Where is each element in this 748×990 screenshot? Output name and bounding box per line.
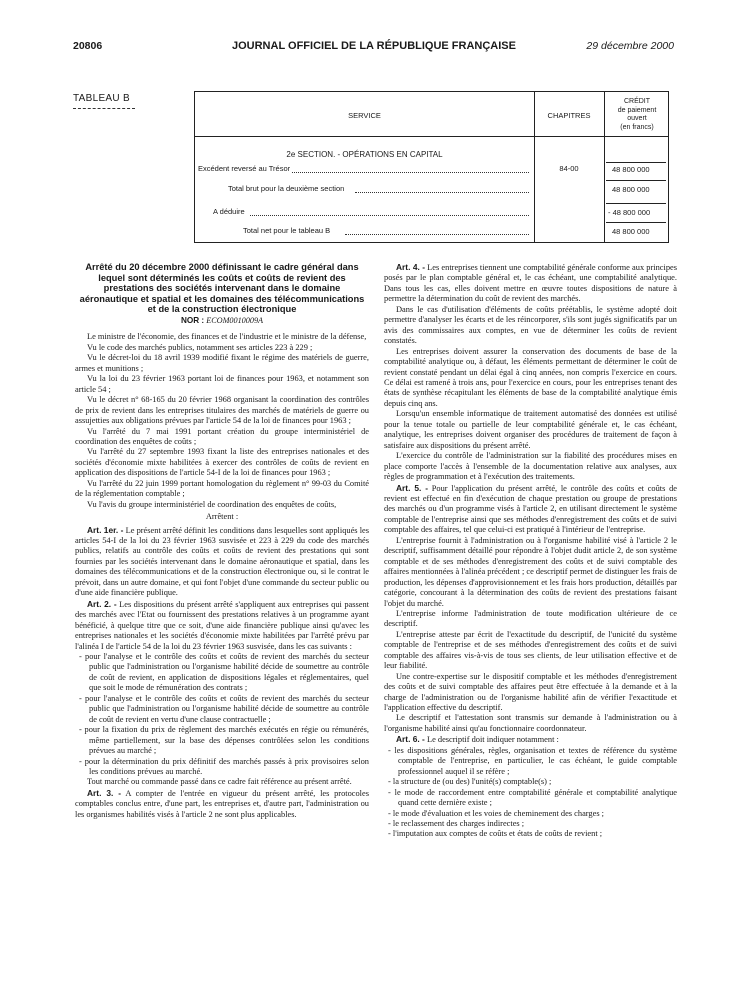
amount-rule xyxy=(606,180,666,181)
list-item: - l'imputation aux comptes de coûts et états de coûts de revient ; xyxy=(388,829,603,839)
visa-paragraph: Vu l'arrêté du 27 septembre 1993 fixant la liste des entreprises nationales et des sociétés d'économie mixte habilitées à exercer des contrôles de coûts de revient en application des dispositions de l'article 54-I de la loi de finances pour 1963 ; xyxy=(75,447,369,478)
paragraph: L'exercice du contrôle de l'administration sur la fiabilité des procédures mises en place comporte l'accès à l'ensemble de la documentation relative aux analyses, aux règles de programmation et à l'exécution des traitements. xyxy=(384,451,677,482)
article-4 xyxy=(384,262,677,305)
article-2-closing: Tout marché ou commande passé dans ce cadre fait référence au présent arrêté. xyxy=(87,777,352,787)
page-number: 20806 xyxy=(73,40,103,52)
right-column xyxy=(384,262,677,840)
visa-paragraph: Vu le code des marchés publics, notamment ses articles 223 à 229 ; xyxy=(87,342,313,352)
list-item: - pour la fixation du prix de règlement des marchés exécutés en régie ou rémunérés, même partiellement, sur la base des dépenses contrôlées selon les conditions prévues au marché ; xyxy=(79,725,369,756)
visa-paragraph: Vu le décret n° 68-165 du 20 février 1968 organisant la coordination des contrôles de prix de revient dans les entreprises titulaires des marchés de matériels de guerre ou assujetties aux obligations prévues par l'article 54 de la loi de finances pour 1963 ; xyxy=(75,395,369,426)
amount-rule xyxy=(606,203,666,204)
row-amount: 48 800 000 xyxy=(612,165,650,174)
nor-reference xyxy=(75,316,369,326)
dot-leader xyxy=(345,234,529,235)
table-label: TABLEAU B xyxy=(73,93,130,104)
row-chapitre: 84-00 xyxy=(559,164,579,173)
section-title: 2e SECTION. - OPÉRATIONS EN CAPITAL xyxy=(286,150,443,159)
paragraph: Le descriptif et l'attestation sont transmis sur demande à l'administration ou à l'organisme habilité ainsi qu'au fonctionnaire coordonnateur. xyxy=(384,713,677,733)
article-text: A compter de l'entrée en vigueur du présent arrêté, les protocoles comptables conclus entre, d'une part, les entreprises et, d'autre part, l'administration ou les organismes habilités visés à l'article 2 ne sont plus applicables. xyxy=(75,788,369,819)
article-1 xyxy=(75,525,369,599)
article-6 xyxy=(384,734,677,745)
visa-paragraph: Vu l'avis du groupe interministériel de coordination des enquêtes de coûts, xyxy=(87,499,337,509)
list-item: - pour l'analyse et le contrôle des coûts et coûts de revient des marchés du secteur public que l'administration ou l'organisme habilité décide de soumettre au contrôle de coût de revient, en application de dispositions légales et réglementaires, quel que soit le mode de rémunération des contrats ; xyxy=(79,652,369,693)
row-amount: 48 800 000 xyxy=(612,227,650,236)
article-label: Art. 4. - xyxy=(396,262,425,272)
dot-leader xyxy=(250,215,529,216)
article-text: Les entreprises tiennent une comptabilité générale conforme aux principes posés par le plan comptable général et, le cas échéant, une comptabilité analytique. Dans tous les cas, elles doivent mettre en œuvre toutes dispositions de nature à permettre la détermination du coût de revient des marchés. xyxy=(384,263,678,304)
row-label: Total brut pour la deuxième section xyxy=(228,184,345,193)
article-5 xyxy=(384,483,677,536)
list-item: - le reclassement des charges indirectes ; xyxy=(388,819,525,829)
visa-paragraph: Le ministre de l'économie, des finances et de l'industrie et le ministre de la défense, xyxy=(87,332,367,342)
row-label: A déduire xyxy=(213,207,245,216)
credit-line: (en francs) xyxy=(620,123,654,131)
journal-title: JOURNAL OFFICIEL DE LA RÉPUBLIQUE FRANÇAISE xyxy=(232,40,516,52)
list-item: - pour la détermination du prix définitif des marchés passés à prix provisoires selon les conditions prévues au marché. xyxy=(79,756,369,776)
credit-line: de paiement xyxy=(617,106,657,114)
paragraph: Lorsqu'un ensemble informatique de traitement automatisé des données est utilisé pour la tenue totale ou partielle de leur comptabilité générale et, le cas échéant, analytique, les entreprises doivent organiser des procédures de traitement de façon à satisfaire aux dispositions du présent arrêté. xyxy=(384,409,677,450)
dot-leader xyxy=(275,172,529,173)
amount-rule xyxy=(606,222,666,223)
row-label: Excédent reversé au Trésor xyxy=(198,164,291,173)
article-text: Le descriptif doit indiquer notamment : xyxy=(426,735,559,745)
list-item: - le mode d'évaluation et les voies de cheminement des charges ; xyxy=(388,808,605,818)
visa-paragraph: Vu le décret-loi du 18 avril 1939 modifié fixant le régime des matériels de guerre, armes et munitions ; xyxy=(75,353,369,373)
left-column xyxy=(75,262,369,820)
article-text: Pour l'application du présent arrêté, le contrôle des coûts et coûts de revient est effectué en fin d'exécution de chaque prestation ou groupe de prestations des marchés ou d'un programme visés à l'article 2, en utilisant directement le système comptable de l'entreprise ainsi que ses méthodes d'enregistrement des coûts et de suivi comptable des affaires, tel que celui-ci est pratiqué à l'intérieur de l'entreprise. xyxy=(384,483,677,535)
list-item: - pour l'analyse et le contrôle des coûts et coûts de revient des marchés du secteur public que l'administration ou l'organisme habilité décide de soumettre au contrôle de coût de revient en vertu d'une clause contractuelle ; xyxy=(79,693,369,724)
row-amount: 48 800 000 xyxy=(612,185,650,194)
list-item: - le mode de raccordement entre comptabilité générale et comptabilité analytique quand cette dernière existe ; xyxy=(388,787,677,808)
credit-line: CRÉDIT xyxy=(623,98,651,105)
col-header-chapitres: CHAPITRES xyxy=(547,111,591,120)
paragraph: Les entreprises doivent assurer la conservation des documents de base de la comptabilité analytique ou, à défaut, les éléments permettant de déterminer le coût de revient constaté pendant un délai égal à cinq années, non compris l'exercice en cours. Ce délai est ramené à trois ans, pour l'exercice en cours, pour les entreprises tenant des états de synthèse récapitulant les éléments de base de la comptabilité analytique émis depuis cinq ans. xyxy=(384,346,677,408)
visa-paragraph: Vu la loi du 23 février 1963 portant loi de finances pour 1963, et notamment son article 54 ; xyxy=(75,374,369,394)
decree-title: Arrêté du 20 décembre 2000 définissant le cadre général dans lequel sont déterminés les coûts et coûts de revient des prestations des sociétés intervenant dans le domaine aéronautique et spatial et les domaines des télécommunications et de la construction électronique xyxy=(79,262,365,315)
visa-paragraph: Vu l'arrêté du 22 juin 1999 portant homologation du règlement n° 99-03 du Comité de la réglementation comptable ; xyxy=(75,478,369,499)
col-header-credit xyxy=(604,98,670,132)
paragraph: L'entreprise fournit à l'administration ou à l'organisme habilité visé à l'article 2 le descriptif, suffisamment détaillé pour répondre à l'objet dudit article 2, de son système comptable et de ses méthodes d'enregistrement des coûts et de suivi comptable des affaires mentionnées à l'alinéa précédent ; ce descriptif permet de distinguer les frais de production, les dépenses d'approvisionnement et les frais hors production, détaillés par catégorie, concourant à la détermination des coûts de revient des prestations faisant l'objet du marché. xyxy=(384,535,677,608)
article-label: Art. 3. - xyxy=(87,787,122,798)
article-label: Art. 2. - xyxy=(87,598,117,609)
arretent-heading: Arrêtent : xyxy=(205,512,239,522)
paragraph: Une contre-expertise sur le dispositif comptable et les méthodes d'enregistrement des coûts et de suivi comptable des affaires peut être effectuée à la demande et à la charge de l'administration ou de l'organisme habilité afin de vérifier l'exactitude et l'application effective du descriptif. xyxy=(384,671,677,713)
paragraph: Dans le cas d'utilisation d'éléments de coûts préétablis, le système adopté doit permettre d'analyser les écarts et de les réincorporer, s'ils sont jugés significatifs par un avis des commissaires aux comptes, en vue de déterminer les coûts de revient constatés. xyxy=(384,304,677,346)
article-label: Art. 6. - xyxy=(396,734,425,745)
issue-date: 29 décembre 2000 xyxy=(586,40,674,52)
article-2 xyxy=(75,599,369,652)
row-amount: - 48 800 000 xyxy=(608,208,651,217)
col-header-service: SERVICE xyxy=(348,111,381,120)
article-text: Les dispositions du présent arrêté s'appliquent aux entreprises qui passent des marchés avec l'Etat ou fournissent des prestations relatives à un programme ayant bénéficié, à quelque titre que ce soit, d'une aide financière publique ainsi qu'avec les entreprises nationales et les sociétés d'économie mixte habilitées par l'arrêté prévu par l'alinéa I de l'article 54 de la loi du 23 février 1963 susvisée, dans les cas suivants : xyxy=(75,599,369,651)
visa-paragraph: Vu l'arrêté du 7 mai 1991 portant création du groupe interministériel de coordination des enquêtes de coûts ; xyxy=(75,426,369,446)
amount-rule xyxy=(606,162,666,163)
dot-leader xyxy=(355,192,529,193)
article-label: Art. 5. - xyxy=(396,482,429,493)
article-text: Le présent arrêté définit les conditions dans lesquelles sont appliqués les articles 54-I de la loi du 23 février 1963 susvisée et 223 à 229 du code des marchés publics, relatifs au contrôle des coûts et coûts de revient des prestations qui sont fournies par les sociétés intervenant dans le domaine aéronautique et spatial, dans les domaines des télécommunications et de la construction électronique ou, si le contrat le prévoit, dans un autre domaine, et qui font l'objet d'une commande du secteur public ou d'une aide financière publique. xyxy=(75,525,370,598)
budget-table xyxy=(194,91,669,243)
list-item: - la structure de (ou des) l'unité(s) comptable(s) ; xyxy=(388,777,552,787)
credit-line: ouvert xyxy=(627,115,647,122)
paragraph: L'entreprise informe l'administration de toute modification ultérieure de ce descriptif. xyxy=(384,608,677,629)
table-label-rule xyxy=(73,108,135,109)
article-label: Art. 1er. - xyxy=(87,524,124,535)
list-item: - les dispositions générales, règles, organisation et textes de référence du système comptable de l'entreprise, en particulier, le cas échéant, le guide comptable professionnel auquel il se réfère ; xyxy=(388,745,677,776)
header-divider xyxy=(195,136,668,137)
nor-value: ECOM0010009A xyxy=(206,315,264,325)
paragraph: L'entreprise atteste par écrit de l'exactitude du descriptif, de l'unicité du système comptable de l'entreprise et de ses méthodes d'enregistrement des coûts et de suivi comptable des affaires vis-à-vis de tous ses clients, de leur utilisation effective et de leur fiabilité. xyxy=(384,629,677,671)
article-3 xyxy=(75,788,369,820)
row-label: Total net pour le tableau B xyxy=(243,226,331,235)
nor-label: NOR : xyxy=(180,315,205,325)
